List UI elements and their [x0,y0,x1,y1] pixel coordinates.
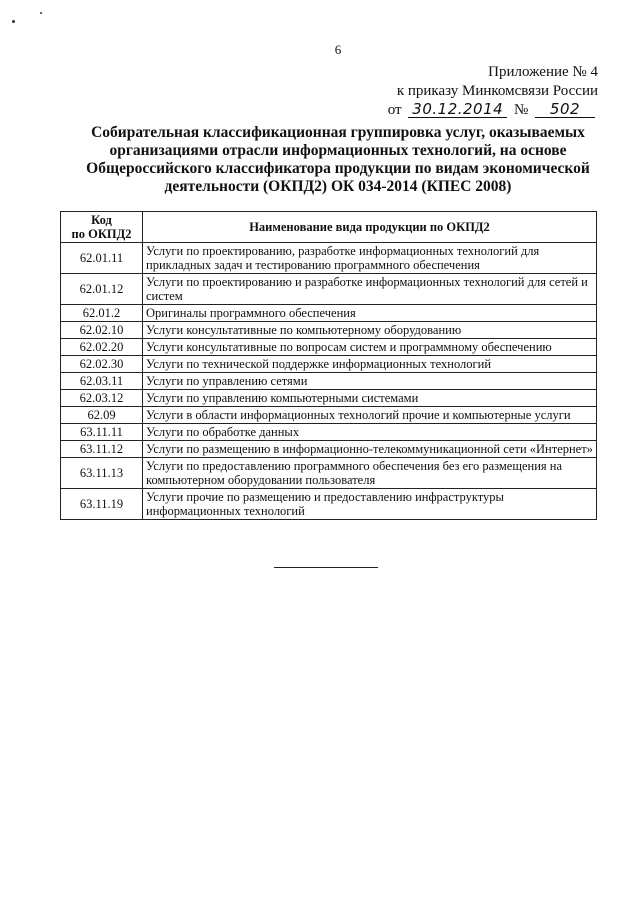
table-row [61,339,597,356]
annex-number-label: № [513,102,529,118]
header-code-line2: по ОКПД2 [71,227,132,241]
document-title: Собирательная классификационная группировка услуг, оказываемых организациями отрасли информационных технологий, на основе Общероссийского классификатора продукции по видам экономической деятельности (ОКПД2) ОК 034-2014 (КПЕС 2008) [86,124,590,195]
product-name-cell: Услуги прочие по размещению и предоставлению инфраструктуры информационных технологий [143,489,597,520]
table-row [61,407,597,424]
okpd2-code-cell: 63.11.12 [61,441,143,458]
closing-rule [274,567,378,568]
okpd2-table [60,211,597,520]
product-name-cell: Услуги по проектированию, разработке информационных технологий для прикладных задач и тестированию программного обеспечения [143,243,597,274]
annex-from-label: от [387,102,402,118]
product-name-cell: Услуги по проектированию и разработке информационных технологий для сетей и систем [143,274,597,305]
okpd2-code-cell: 62.01.2 [61,305,143,322]
annex-number: 502 [535,101,595,118]
okpd2-code-cell: 62.09 [61,407,143,424]
table-row [61,441,597,458]
header-name: Наименование вида продукции по ОКПД2 [143,212,597,243]
product-name-cell: Услуги по управлению сетями [143,373,597,390]
okpd2-code-cell: 63.11.11 [61,424,143,441]
product-name-cell: Услуги по технической поддержке информационных технологий [143,356,597,373]
header-code-line1: Код [91,213,112,227]
scan-speck [12,20,15,23]
okpd2-code-cell: 62.03.11 [61,373,143,390]
annex-title: Приложение № 4 [488,64,598,80]
table-row [61,274,597,305]
table-row [61,243,597,274]
product-name-cell: Услуги по управлению компьютерными системами [143,390,597,407]
table-row [61,305,597,322]
annex-date: 30.12.2014 [408,101,507,118]
page-number: 6 [334,42,342,57]
product-name-cell: Услуги по обработке данных [143,424,597,441]
product-name-cell: Оригиналы программного обеспечения [143,305,597,322]
table-row [61,322,597,339]
product-name-cell: Услуги в области информационных технологий прочие и компьютерные услуги [143,407,597,424]
table-row [61,489,597,520]
table-body [61,243,597,520]
annex-order-reference: к приказу Минкомсвязи России [396,83,598,99]
okpd2-code-cell: 62.03.12 [61,390,143,407]
okpd2-code-cell: 63.11.13 [61,458,143,489]
okpd2-code-cell: 62.02.20 [61,339,143,356]
okpd2-code-cell: 62.01.12 [61,274,143,305]
product-name-cell: Услуги по размещению в информационно-телекоммуникационной сети «Интернет» [143,441,597,458]
annex-block [388,63,598,120]
scan-speck [40,12,42,14]
table-row [61,356,597,373]
okpd2-code-cell: 63.11.19 [61,489,143,520]
okpd2-code-cell: 62.02.30 [61,356,143,373]
table-row [61,373,597,390]
annex-date-number-line [388,101,598,120]
product-name-cell: Услуги консультативные по вопросам систем и программному обеспечению [143,339,597,356]
table-row [61,458,597,489]
product-name-cell: Услуги консультативные по компьютерному оборудованию [143,322,597,339]
okpd2-code-cell: 62.01.11 [61,243,143,274]
table-row [61,390,597,407]
okpd2-code-cell: 62.02.10 [61,322,143,339]
table-row [61,424,597,441]
header-code [61,212,143,243]
product-name-cell: Услуги по предоставлению программного обеспечения без его размещения на компьютерном оборудовании пользователя [143,458,597,489]
table-header-row [61,212,597,243]
